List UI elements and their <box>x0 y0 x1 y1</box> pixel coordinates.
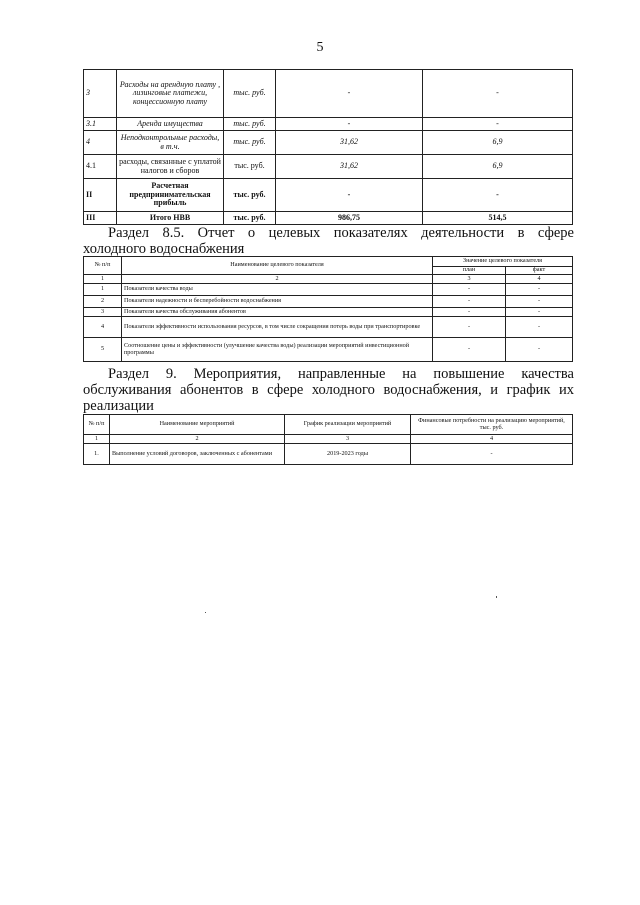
row-finance: - <box>411 444 573 465</box>
table-row <box>84 296 573 308</box>
heading-line: Раздел 8.5. Отчет о целевых показателях деятельности в сфере <box>108 225 574 241</box>
row-name: расходы, связанные с уплатой налогов и сборов <box>117 155 224 179</box>
row-number: II <box>84 179 117 212</box>
row-unit: тыс. руб. <box>224 212 276 225</box>
scan-speck <box>496 596 497 598</box>
row-fact: - <box>423 179 573 212</box>
row-plan: - <box>433 317 506 338</box>
row-number: 3.1 <box>84 118 117 131</box>
header-fact: факт <box>506 267 573 275</box>
table-row <box>84 118 573 131</box>
row-name: Итого НВВ <box>117 212 224 225</box>
row-fact: - <box>506 338 573 362</box>
scan-speck <box>205 612 206 613</box>
row-name: Соотношение цены и эффективности (улучшение качества воды) реализации мероприятий инвестиционной программы <box>122 338 433 362</box>
index-cell: 2 <box>110 435 285 444</box>
row-plan: - <box>433 284 506 296</box>
table-row <box>84 338 573 362</box>
table-row <box>84 131 573 155</box>
index-cell: 2 <box>122 275 433 284</box>
row-fact: 6,9 <box>423 155 573 179</box>
row-plan: - <box>433 338 506 362</box>
row-plan: - <box>433 308 506 317</box>
row-number: 4 <box>84 131 117 155</box>
index-cell: 1 <box>84 435 110 444</box>
row-name: Показатели надежности и бесперебойности водоснабжения <box>122 296 433 308</box>
row-unit: тыс. руб. <box>224 131 276 155</box>
table-row <box>84 155 573 179</box>
row-fact: - <box>506 284 573 296</box>
expenses-table <box>83 69 573 225</box>
header-schedule: График реализации мероприятий <box>285 415 411 435</box>
row-fact: 514,5 <box>423 212 573 225</box>
header-value: Значение целевого показателя <box>433 257 573 267</box>
header-name: Наименование целевого показателя <box>122 257 433 275</box>
row-plan: - <box>276 118 423 131</box>
row-name: Показатели эффективности использования ресурсов, в том числе сокращения потерь воды при транспортировке <box>122 317 433 338</box>
row-unit: тыс. руб. <box>224 179 276 212</box>
header-name: Наименование мероприятий <box>110 415 285 435</box>
heading-line: обслуживания абонентов в сфере холодного водоснабжения, и график их <box>83 382 574 398</box>
table-row <box>84 444 573 465</box>
section-9-heading-cont2 <box>83 398 574 414</box>
row-fact: - <box>506 296 573 308</box>
table-row <box>84 212 573 225</box>
table-index-row <box>84 435 573 444</box>
row-number: 4.1 <box>84 155 117 179</box>
header-num: № п/п <box>84 257 122 275</box>
table-index-row <box>84 275 573 284</box>
row-name: Неподконтрольные расходы, в т.ч. <box>117 131 224 155</box>
row-unit: тыс. руб. <box>224 118 276 131</box>
heading-line: Раздел 9. Мероприятия, направленные на повышение качества <box>108 366 574 382</box>
target-indicators-table <box>83 256 573 362</box>
section-8-5-heading-cont <box>83 241 574 257</box>
row-fact: 6,9 <box>423 131 573 155</box>
row-fact: - <box>506 317 573 338</box>
index-cell: 3 <box>285 435 411 444</box>
row-fact: - <box>423 118 573 131</box>
row-number: III <box>84 212 117 225</box>
page-number: 5 <box>316 40 324 55</box>
heading-line: холодного водоснабжения <box>83 241 245 257</box>
header-num: № п/п <box>84 415 110 435</box>
table-row <box>84 308 573 317</box>
row-number: 1. <box>84 444 110 465</box>
table-row <box>84 284 573 296</box>
index-cell: 4 <box>506 275 573 284</box>
row-number: 4 <box>84 317 122 338</box>
row-name: Аренда имущества <box>117 118 224 131</box>
table-header-row <box>84 257 573 267</box>
row-unit: тыс. руб. <box>224 70 276 118</box>
table-row <box>84 317 573 338</box>
row-unit: тыс. руб. <box>224 155 276 179</box>
index-cell: 1 <box>84 275 122 284</box>
row-schedule: 2019-2023 годы <box>285 444 411 465</box>
index-cell: 3 <box>433 275 506 284</box>
section-9-heading-cont <box>83 382 574 398</box>
row-number: 2 <box>84 296 122 308</box>
header-plan: план <box>433 267 506 275</box>
row-name: Выполнение условий договоров, заключенных с абонентами <box>110 444 285 465</box>
row-fact: - <box>506 308 573 317</box>
row-name: Расчетная предпринимательская прибыль <box>117 179 224 212</box>
measures-table <box>83 414 573 465</box>
row-number: 1 <box>84 284 122 296</box>
section-8-5-heading <box>108 225 574 241</box>
row-plan: 31,62 <box>276 155 423 179</box>
row-plan: - <box>276 179 423 212</box>
index-cell: 4 <box>411 435 573 444</box>
heading-line: реализации <box>83 398 154 414</box>
section-9-heading <box>108 366 574 382</box>
row-name: Показатели качества обслуживания абонентов <box>122 308 433 317</box>
row-number: 3 <box>84 70 117 118</box>
row-plan: 986,75 <box>276 212 423 225</box>
row-fact: - <box>423 70 573 118</box>
row-name: Показатели качества воды <box>122 284 433 296</box>
table-row <box>84 179 573 212</box>
row-plan: - <box>276 70 423 118</box>
header-finance: Финансовые потребности на реализацию мероприятий, тыс. руб. <box>411 415 573 435</box>
row-plan: 31,62 <box>276 131 423 155</box>
table-row <box>84 70 573 118</box>
table-header-row <box>84 415 573 435</box>
row-plan: - <box>433 296 506 308</box>
row-name: Расходы на арендную плату , лизинговые платежи, концессионную плату <box>117 70 224 118</box>
row-number: 5 <box>84 338 122 362</box>
row-number: 3 <box>84 308 122 317</box>
